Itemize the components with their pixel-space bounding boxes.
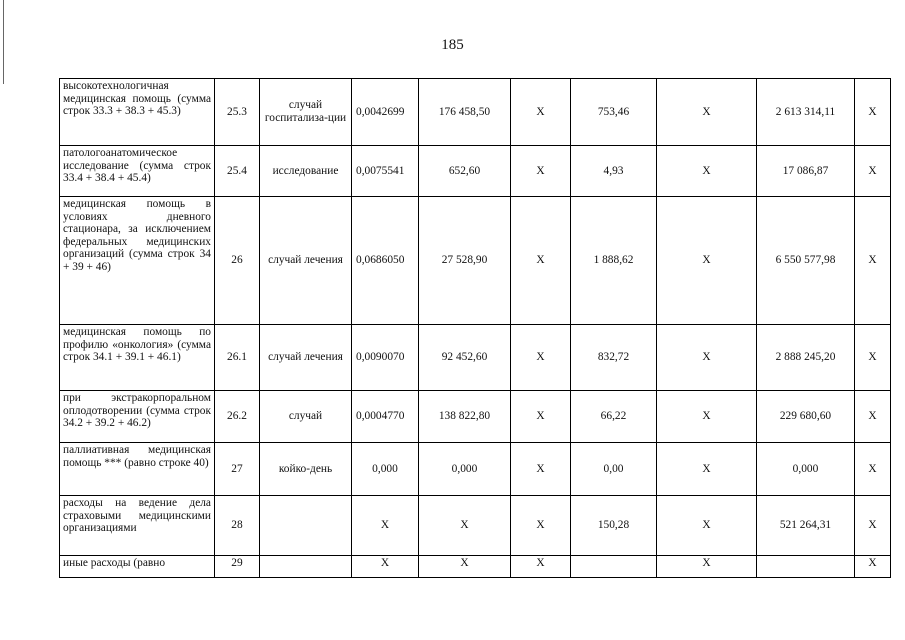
row-x-cell: X [511,443,571,496]
row-x-cell: X [511,146,571,197]
row-unit-cell: исследование [260,146,352,197]
row-cost-cell: 138 822,80 [419,391,511,443]
row-name-cell: иные расходы (равно [60,556,215,578]
row-unit-cell: койко-день [260,443,352,496]
row-line-cell: 25.4 [215,146,260,197]
row-total-cell: 6 550 577,98 [757,197,855,325]
row-x-cell: X [855,496,891,556]
row-x-cell: X [511,79,571,146]
row-line-cell: 27 [215,443,260,496]
row-total-cell: 521 264,31 [757,496,855,556]
row-unit-cell: случай [260,391,352,443]
row-line-cell: 26 [215,197,260,325]
row-per-capita-cell: 832,72 [571,325,657,391]
table-row [60,197,891,325]
table-row [60,146,891,197]
row-total-cell: 0,000 [757,443,855,496]
table-row [60,556,891,578]
row-x-cell: X [511,391,571,443]
row-unit-cell: случай лечения [260,325,352,391]
row-norm-cell: 0,0042699 [352,79,419,146]
row-norm-cell: 0,0075541 [352,146,419,197]
row-per-capita-cell [571,556,657,578]
table-row [60,391,891,443]
row-line-cell: 25.3 [215,79,260,146]
row-x-cell: X [657,556,757,578]
row-total-cell: 229 680,60 [757,391,855,443]
row-per-capita-cell: 753,46 [571,79,657,146]
row-x-cell: X [511,197,571,325]
row-norm-cell: 0,000 [352,443,419,496]
row-x-cell: X [855,391,891,443]
cost-table [59,78,891,578]
row-x-cell: X [511,556,571,578]
row-cost-cell: 652,60 [419,146,511,197]
row-unit-cell [260,496,352,556]
row-x-cell: X [511,496,571,556]
row-cost-cell: X [419,556,511,578]
table-row [60,496,891,556]
row-x-cell: X [657,146,757,197]
row-line-cell: 28 [215,496,260,556]
row-x-cell: X [657,325,757,391]
table-row [60,325,891,391]
row-cost-cell: 0,000 [419,443,511,496]
row-cost-cell: 27 528,90 [419,197,511,325]
row-norm-cell: X [352,556,419,578]
row-per-capita-cell: 0,00 [571,443,657,496]
row-name-cell: медицинская помощь по профилю «онкология» (сумма строк 34.1 + 39.1 + 46.1) [60,325,215,391]
row-line-cell: 26.2 [215,391,260,443]
row-total-cell: 17 086,87 [757,146,855,197]
row-cost-cell: 92 452,60 [419,325,511,391]
row-x-cell: X [855,556,891,578]
table-row [60,79,891,146]
row-x-cell: X [657,443,757,496]
row-unit-cell: случай госпитализа-ции [260,79,352,146]
row-line-cell: 26.1 [215,325,260,391]
row-total-cell: 2 613 314,11 [757,79,855,146]
row-name-cell: паллиативная медицинская помощь *** (равно строке 40) [60,443,215,496]
row-cost-cell: 176 458,50 [419,79,511,146]
table-row [60,443,891,496]
row-x-cell: X [855,79,891,146]
row-name-cell: патологоанатомическое исследование (сумма строк 33.4 + 38.4 + 45.4) [60,146,215,197]
row-x-cell: X [855,443,891,496]
row-per-capita-cell: 150,28 [571,496,657,556]
row-x-cell: X [855,325,891,391]
row-norm-cell: 0,0686050 [352,197,419,325]
row-name-cell: медицинская помощь в условиях дневного стационара, за исключением федеральных медицинских организаций (сумма строк 34 + 39 + 46) [60,197,215,325]
row-x-cell: X [657,79,757,146]
row-unit-cell [260,556,352,578]
row-x-cell: X [511,325,571,391]
row-line-cell: 29 [215,556,260,578]
row-name-cell: высокотехнологичная медицинская помощь (сумма строк 33.3 + 38.3 + 45.3) [60,79,215,146]
row-norm-cell: 0,0004770 [352,391,419,443]
row-name-cell: при экстракорпоральном оплодотворении (сумма строк 34.2 + 39.2 + 46.2) [60,391,215,443]
row-unit-cell: случай лечения [260,197,352,325]
row-per-capita-cell: 4,93 [571,146,657,197]
row-x-cell: X [657,391,757,443]
row-cost-cell: X [419,496,511,556]
row-x-cell: X [657,197,757,325]
row-norm-cell: 0,0090070 [352,325,419,391]
row-per-capita-cell: 1 888,62 [571,197,657,325]
row-name-cell: расходы на ведение дела страховыми медицинскими организациями [60,496,215,556]
row-x-cell: X [855,146,891,197]
row-per-capita-cell: 66,22 [571,391,657,443]
row-x-cell: X [855,197,891,325]
row-x-cell: X [657,496,757,556]
row-total-cell: 2 888 245,20 [757,325,855,391]
row-norm-cell: X [352,496,419,556]
row-total-cell [757,556,855,578]
page-number: 185 [441,37,464,53]
